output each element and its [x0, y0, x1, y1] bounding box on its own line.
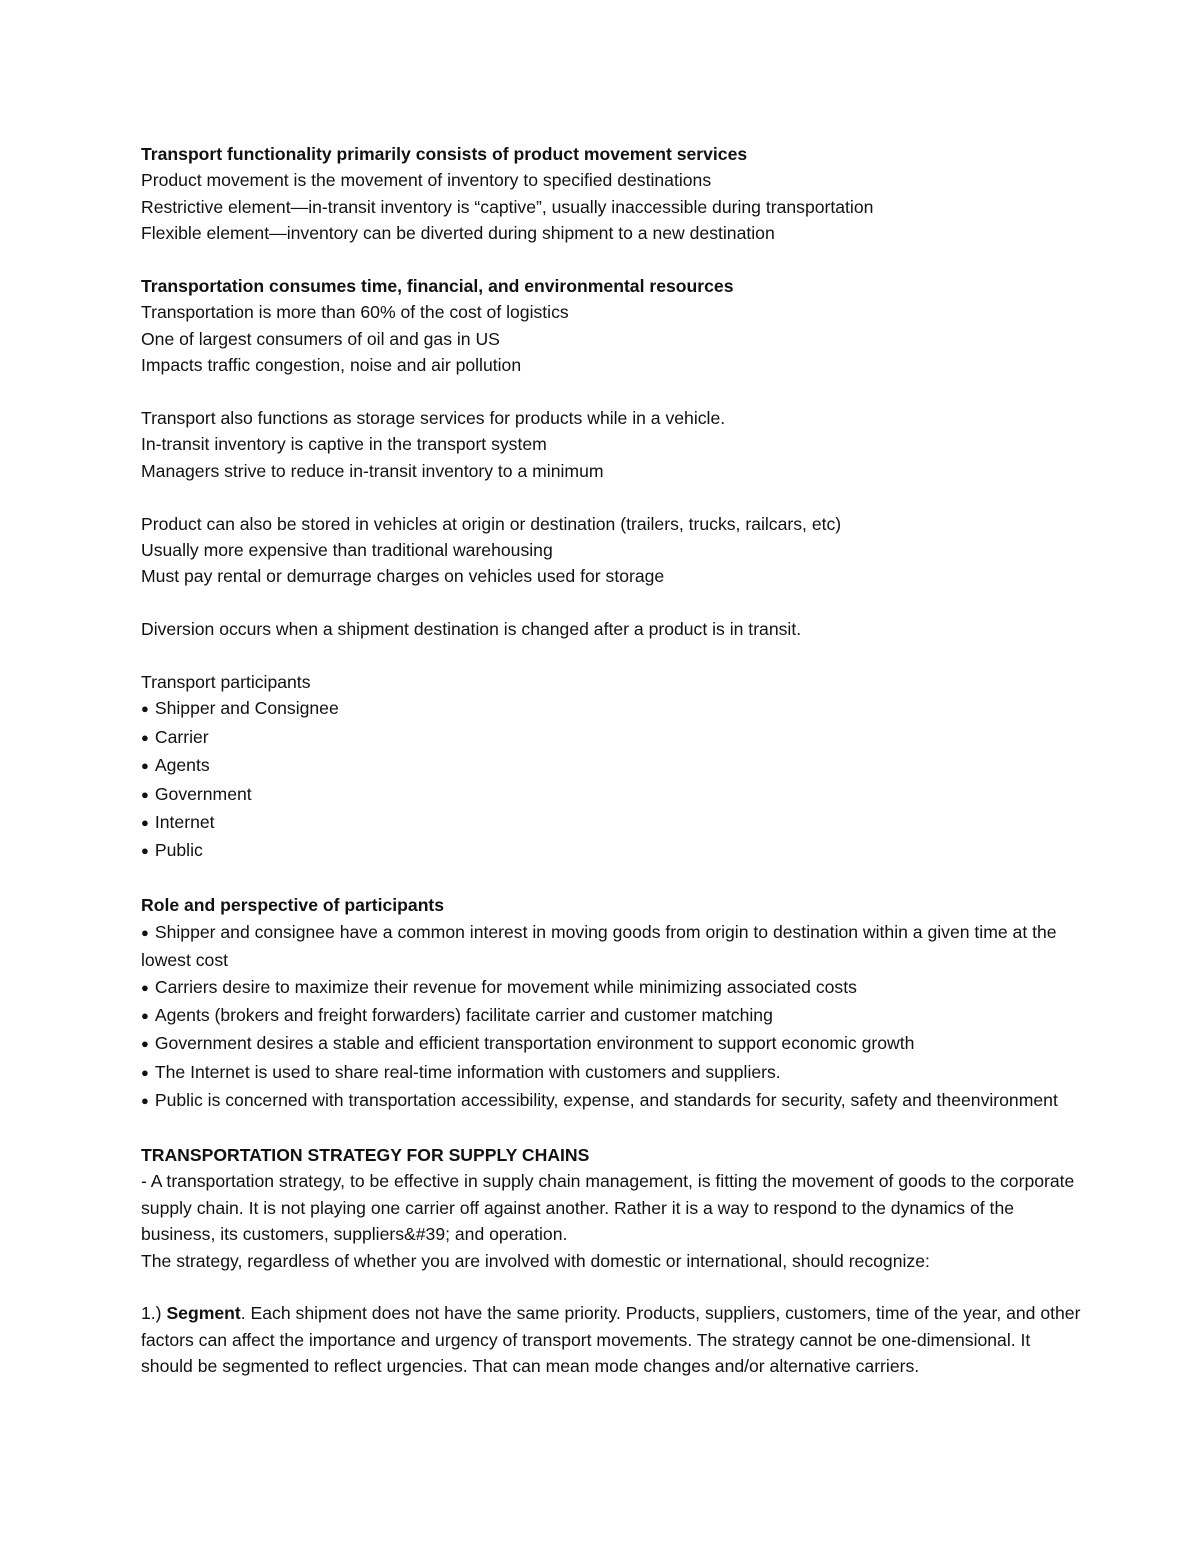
- participants-title: Transport participants: [141, 672, 311, 693]
- participant-item: ● Shipper and Consignee: [141, 695, 1081, 723]
- text-line: Restrictive element—in-transit inventory is “captive”, usually inaccessible during transportation: [141, 196, 874, 217]
- segment-number: 1.): [141, 1303, 162, 1324]
- section-heading: TRANSPORTATION STRATEGY FOR SUPPLY CHAINS: [141, 1144, 590, 1165]
- participant-item: ● Carrier: [141, 724, 1081, 752]
- section-heading: Transport functionality primarily consists of product movement services: [141, 144, 748, 164]
- segment-text: . Each shipment does not have the same priority. Products, suppliers, customers, time of the year, and other factors can affect the importance and urgency of transport movements. The strategy cannot be one-dimensional. It should be segmented to reflect urgencies. That can mean mode changes and/or alternative carriers.: [141, 1303, 1081, 1377]
- text-line: Product can also be stored in vehicles at origin or destination (trailers, trucks, railcars, etc): [141, 513, 842, 534]
- participant-item: ● Agents: [141, 752, 1081, 780]
- participant-item: ● Government: [141, 781, 1081, 809]
- participant-item: ● Public: [141, 837, 1081, 865]
- text-line: Impacts traffic congestion, noise and air pollution: [141, 355, 522, 376]
- participant-item: ● Internet: [141, 809, 1081, 837]
- document-page: [141, 141, 1081, 1380]
- role-item: ● Public is concerned with transportation accessibility, expense, and standards for security, safety and theenvironment: [141, 1087, 1081, 1115]
- text-line: Diversion occurs when a shipment destination is changed after a product is in transit.: [141, 619, 802, 640]
- text-line: In-transit inventory is captive in the transport system: [141, 434, 547, 455]
- role-item: ● Agents (brokers and freight forwarders) facilitate carrier and customer matching: [141, 1002, 1081, 1030]
- role-item: ● Government desires a stable and efficient transportation environment to support economic growth: [141, 1030, 1081, 1058]
- section-heading: Transportation consumes time, financial, and environmental resources: [141, 276, 734, 297]
- segment-paragraph: [141, 1300, 1081, 1379]
- text-line: Flexible element—inventory can be diverted during shipment to a new destination: [141, 223, 775, 244]
- strategy-paragraph: - A transportation strategy, to be effective in supply chain management, is fitting the movement of goods to the corporate supply chain. It is not playing one carrier off against another. Rather it is a way to respond to the dynamics of the business, its customers, suppliers&#39; and operation.: [141, 1171, 1075, 1245]
- section-heading: Role and perspective of participants: [141, 895, 445, 916]
- text-line: One of largest consumers of oil and gas in US: [141, 328, 500, 349]
- segment-title: Segment: [166, 1303, 241, 1324]
- text-line: Managers strive to reduce in-transit inventory to a minimum: [141, 460, 604, 481]
- role-item: ● Carriers desire to maximize their revenue for movement while minimizing associated costs: [141, 974, 1081, 1002]
- role-item: ● Shipper and consignee have a common interest in moving goods from origin to destination within a given time at the lowest cost: [141, 919, 1081, 974]
- text-line: Product movement is the movement of inventory to specified destinations: [141, 170, 712, 191]
- text-line: Transport also functions as storage services for products while in a vehicle.: [141, 408, 726, 429]
- text-line: Must pay rental or demurrage charges on vehicles used for storage: [141, 566, 665, 587]
- text-line: Usually more expensive than traditional warehousing: [141, 540, 553, 561]
- text-line: The strategy, regardless of whether you are involved with domestic or international, should recognize:: [141, 1250, 930, 1271]
- text-line: Transportation is more than 60% of the cost of logistics: [141, 302, 569, 323]
- role-item: ● The Internet is used to share real-time information with customers and suppliers.: [141, 1059, 1081, 1087]
